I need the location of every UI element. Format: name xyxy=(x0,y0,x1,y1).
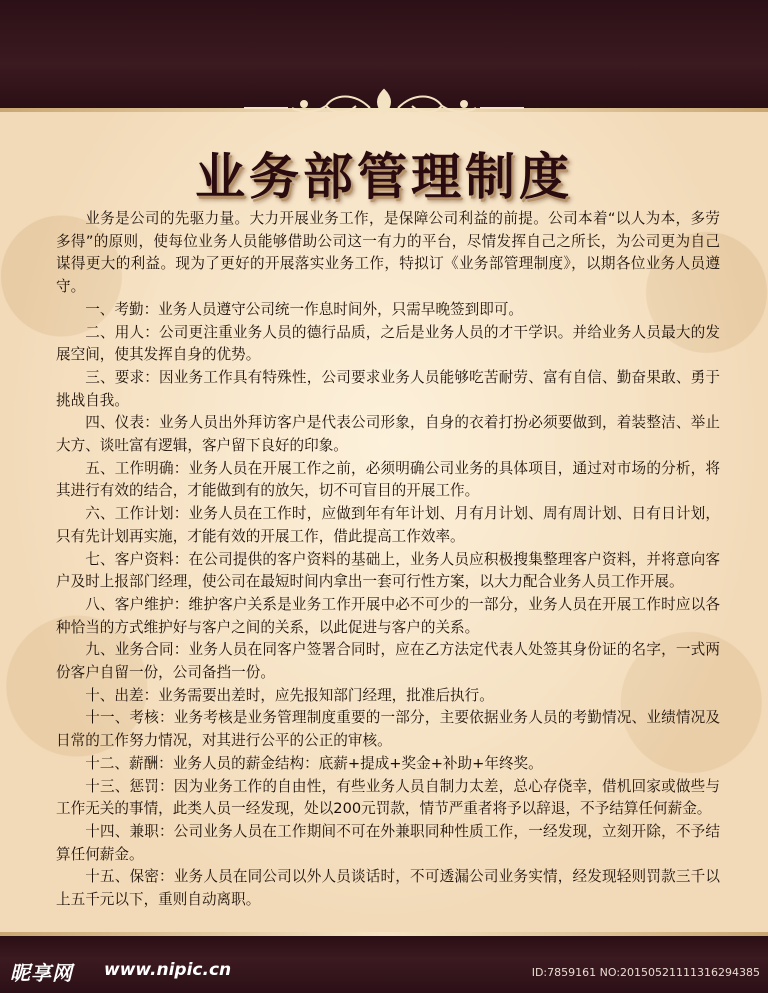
rule-employment: 二、用人：公司更注重业务人员的德行品质，之后是业务人员的才干学识。并给业务人员最大的发展空间，使其发挥自身的优势。 xyxy=(56,323,720,364)
rule-salary: 十二、薪酬：业务人员的薪金结构：底薪+提成+奖金+补助+年终奖。 xyxy=(85,754,543,772)
rule-client-maintenance: 八、客户维护：维护客户关系是业务工作开展中必不可少的一部分，业务人员在开展工作时应以各种恰当的方式维护好与客户之间的关系，以此促进与客户的关系。 xyxy=(56,595,720,636)
watermark-id: ID:7859161 NO:20150521111316294385 xyxy=(531,966,760,979)
rule-appearance: 四、仪表：业务人员出外拜访客户是代表公司形象，自身的衣着打扮必须要做到，着装整洁、举止大方、谈吐富有逻辑，客户留下良好的印象。 xyxy=(56,414,720,455)
rule-attendance: 一、考勤：业务人员遵守公司统一作息时间外，只需早晚签到即可。 xyxy=(85,300,524,318)
rule-part-time: 十四、兼职：公司业务人员在工作期间不可在外兼职同种性质工作，一经发现，立刻开除，不予结算任何薪金。 xyxy=(56,822,720,863)
rule-work-plan: 六、工作计划：业务人员在工作时，应做到年有年计划、月有月计划、周有周计划、日有日计划，只有先计划再实施，才能有效的开展工作，借此提高工作效率。 xyxy=(56,505,720,545)
intro-paragraph: 业务是公司的先驱力量。大力开展业务工作，是保障公司利益的前提。公司本着“以人为本，多劳多得”的原则，使每位业务人员能够借助公司这一有力的平台，尽情发挥自己之所长，为公司更为自己谋得更大的利益。现为了更好的开展落实业务工作，特拟订《业务部管理制度》，以期各位业务人员遵守。 xyxy=(56,210,720,296)
regulation-body xyxy=(56,208,720,912)
page-title: 业务部管理制度 xyxy=(195,147,573,206)
ornament-flourish-icon xyxy=(244,84,524,124)
rule-business-trip: 十、出差：业务需要出差时，应先报知部门经理，批准后执行。 xyxy=(85,686,494,704)
rule-contract: 九、业务合同：业务人员在同客户签署合同时，应在乙方法定代表人处签其身份证的名字，一式两份客户自留一份，公司备挡一份。 xyxy=(56,641,720,682)
rule-work-clarity: 五、工作明确：业务人员在开展工作之前，必须明确公司业务的具体项目，通过对市场的分析，将其进行有效的结合，才能做到有的放矢，切不可盲目的开展工作。 xyxy=(56,459,720,500)
rule-assessment: 十一、考核：业务考核是业务管理制度重要的一部分，主要依据业务人员的考勤情况、业绩情况及日常的工作努力情况，对其进行公平的公正的审核。 xyxy=(56,709,720,750)
rule-penalty: 十三、惩罚：因为业务工作的自由性，有些业务人员自制力太差，总心存侥幸，借机回家或做些与工作无关的事情，此类人员一经发现，处以200元罚款，情节严重者将予以辞退，不予结算任何薪金。 xyxy=(56,777,720,818)
watermark-logo: 昵享网 xyxy=(10,961,73,985)
rule-client-data: 七、客户资料：在公司提供的客户资料的基础上，业务人员应积极搜集整理客户资料，并将意向客户及时上报部门经理，使公司在最短时间内拿出一套可行性方案，以大力配合业务人员工作开展。 xyxy=(56,550,720,591)
rule-confidentiality: 十五、保密：业务人员在同公司以外人员谈话时，不可透漏公司业务实情，经发现轻则罚款三千以上五千元以下，重则自动离职。 xyxy=(56,868,720,909)
watermark-url: www.nipic.cn xyxy=(104,960,232,980)
rule-requirements: 三、要求：因业务工作具有特殊性，公司要求业务人员能够吃苦耐劳、富有自信、勤奋果敢、勇于挑战自我。 xyxy=(56,368,720,409)
